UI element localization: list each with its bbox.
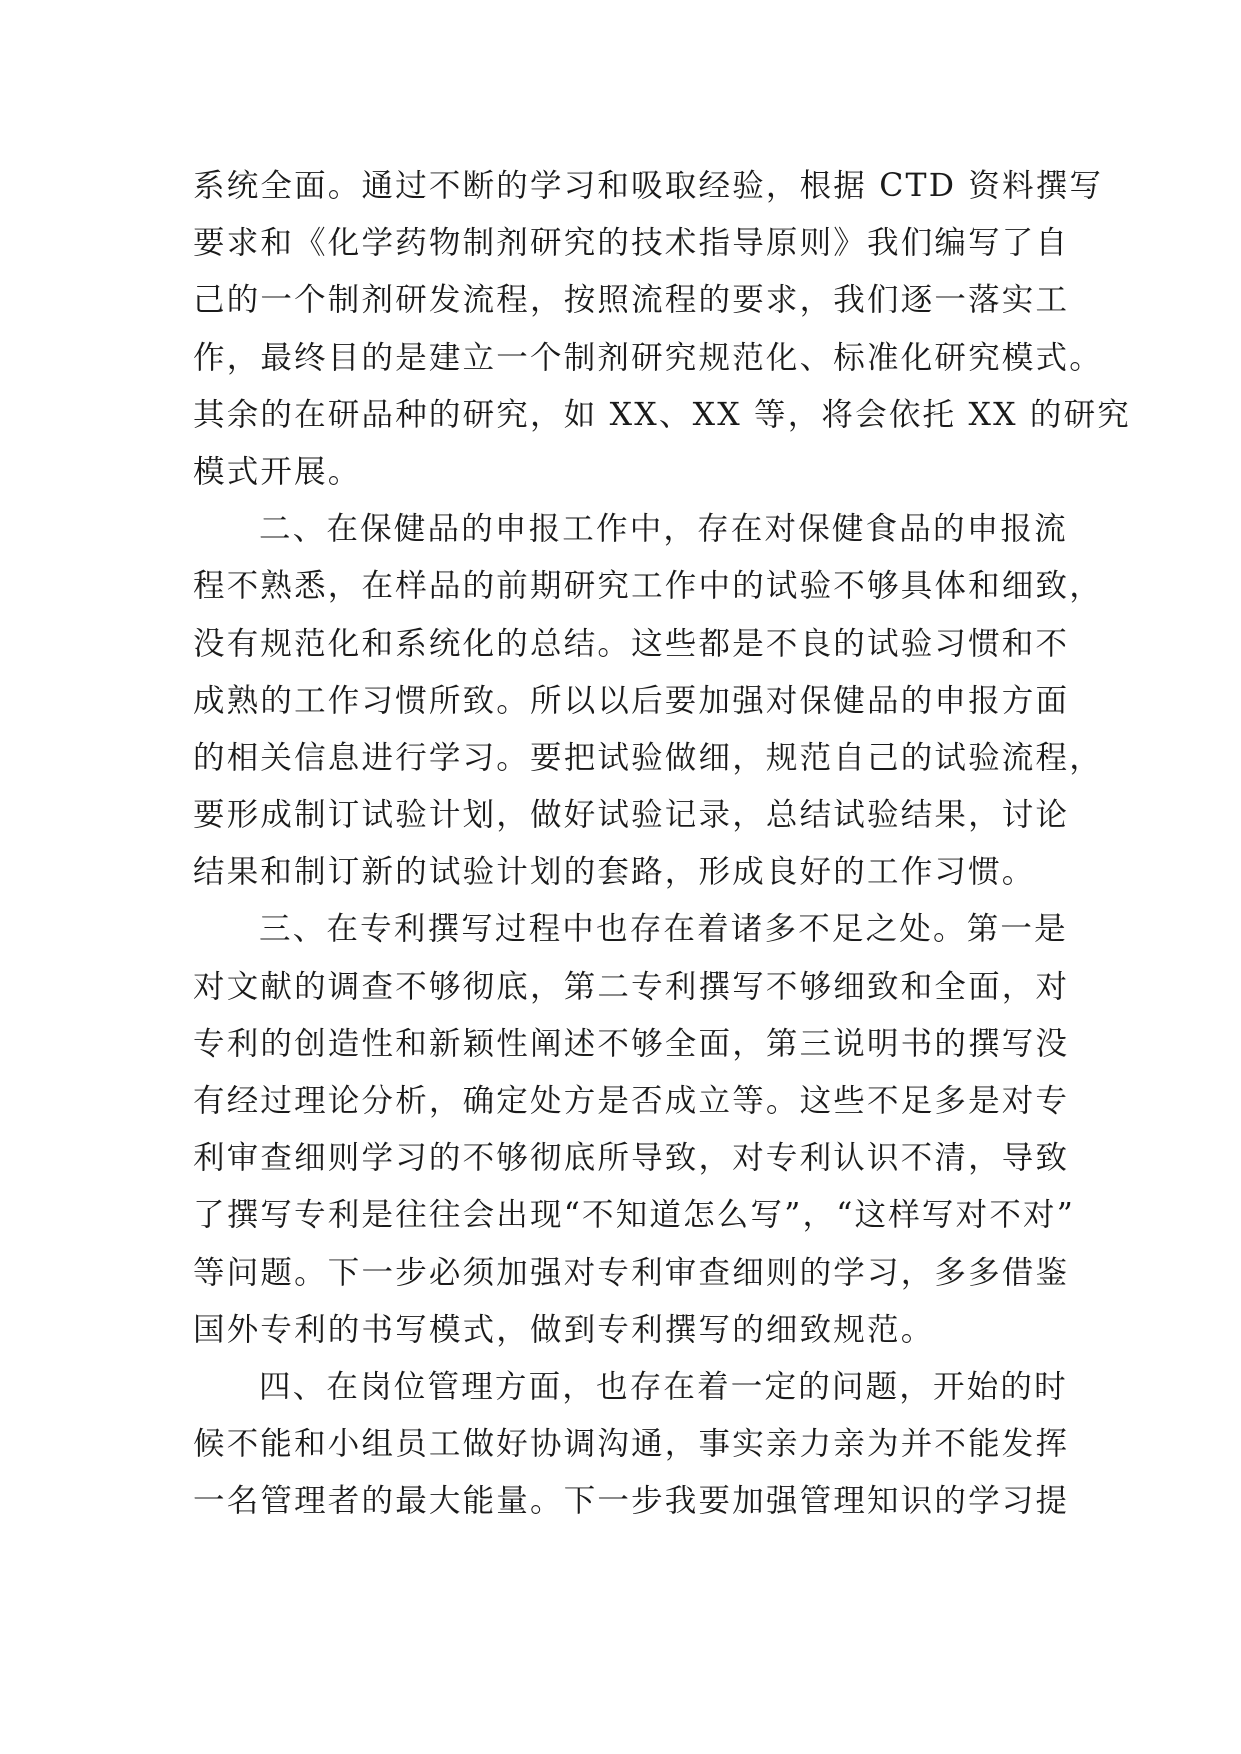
text-line: 的相关信息进行学习。要把试验做细，规范自己的试验流程， — [193, 739, 1103, 776]
text-line: 候不能和小组员工做好协调沟通，事实亲力亲为并不能发挥 — [193, 1426, 1070, 1463]
text-line: 三、在专利撰写过程中也存在着诸多不足之处。第一是 — [259, 911, 1068, 948]
text-line: 程不熟悉，在样品的前期研究工作中的试验不够具体和细致， — [193, 568, 1103, 605]
text-line: 二、在保健品的申报工作中，存在对保健食品的申报流 — [259, 511, 1068, 548]
text-line: 模式开展。 — [193, 453, 362, 490]
text-line: 成熟的工作习惯所致。所以以后要加强对保健品的申报方面 — [193, 682, 1070, 719]
text-line: 其余的在研品种的研究，如 XX、XX 等，将会依托 XX 的研究 — [193, 396, 1132, 433]
document-body — [193, 158, 1132, 1531]
text-line: 没有规范化和系统化的总结。这些都是不良的试验习惯和不 — [193, 625, 1070, 662]
text-line: 结果和制订新的试验计划的套路，形成良好的工作习惯。 — [193, 854, 1036, 891]
text-line: 四、在岗位管理方面，也存在着一定的问题，开始的时 — [259, 1368, 1068, 1405]
text-line: 国外专利的书写模式，做到专利撰写的细致规范。 — [193, 1311, 935, 1348]
text-line: 一名管理者的最大能量。下一步我要加强管理知识的学习提 — [193, 1483, 1070, 1520]
paragraph-patent-writing — [193, 901, 1076, 1359]
paragraph-continuation — [193, 158, 1132, 501]
text-line: 等问题。下一步必须加强对专利审查细则的学习，多多借鉴 — [193, 1254, 1070, 1291]
text-line: 系统全面。通过不断的学习和吸取经验，根据 CTD 资料撰写 — [193, 168, 1104, 204]
paragraph-health-products — [193, 501, 1103, 901]
text-line: 要求和《化学药物制剂研究的技术指导原则》我们编写了自 — [193, 225, 1070, 262]
text-line: 有经过理论分析，确定处方是否成立等。这些不足多是对专 — [193, 1083, 1070, 1119]
text-line: 要形成制订试验计划，做好试验记录，总结试验结果，讨论 — [193, 797, 1070, 834]
text-line: 己的一个制剂研发流程，按照流程的要求，我们逐一落实工 — [193, 282, 1070, 319]
text-line: 了撰写专利是往往会出现“不知道怎么写”，“这样写对不对” — [193, 1197, 1076, 1234]
text-line: 专利的创造性和新颖性阐述不够全面，第三说明书的撰写没 — [193, 1025, 1070, 1062]
paragraph-management — [193, 1359, 1070, 1531]
text-line: 利审查细则学习的不够彻底所导致，对专利认识不清，导致 — [193, 1140, 1070, 1177]
text-line: 作，最终目的是建立一个制剂研究规范化、标准化研究模式。 — [193, 339, 1103, 376]
text-line: 对文献的调查不够彻底，第二专利撰写不够细致和全面，对 — [193, 968, 1070, 1005]
